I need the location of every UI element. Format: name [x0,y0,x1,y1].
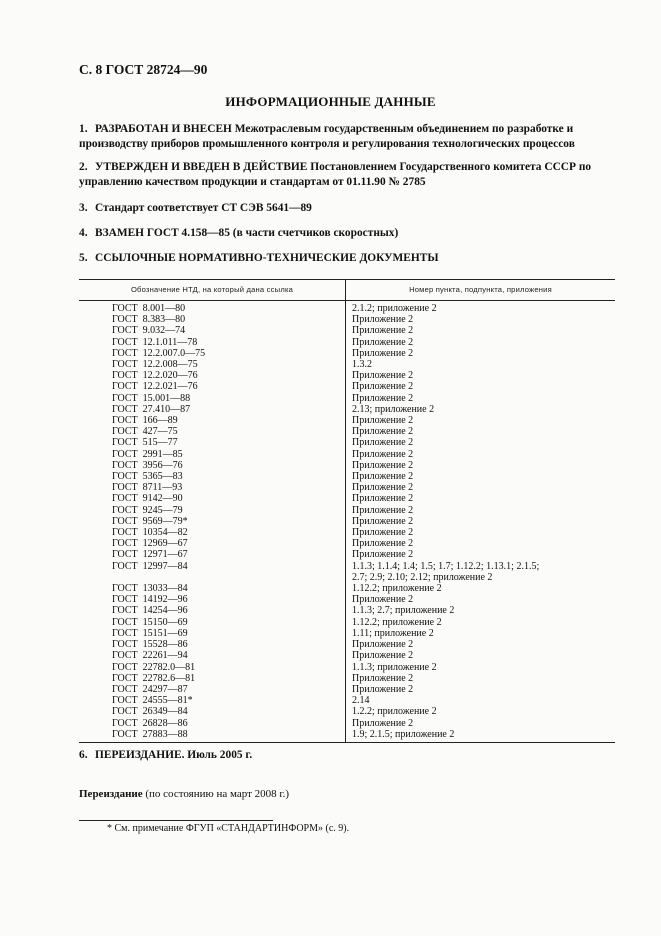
document-cell: ГОСТ 5365—83 [112,471,183,483]
document-column [79,301,346,742]
document-cell: ГОСТ 22261—94 [112,650,188,662]
clause-cell: 2.14 [352,695,370,707]
document-cell: ГОСТ 12.1.011—78 [112,336,198,348]
info-item-4 [79,226,615,241]
document-cell: ГОСТ 166—89 [112,415,178,427]
item-text: Стандарт соответствует СТ СЭВ 5641—89 [95,202,312,214]
document-cell: ГОСТ 8.001—80 [112,303,186,314]
document-cell: ГОСТ 26349—84 [112,706,188,718]
item-number: 6. [79,749,88,761]
clause-cell: Приложение 2 [352,448,414,460]
clause-cell: 2.1.2; приложение 2 [352,303,437,314]
clause-cell: Приложение 2 [352,437,414,449]
item-number: 1. [79,123,88,135]
clause-cell: 1.12.2; приложение 2 [352,616,442,628]
document-cell: ГОСТ 15528—86 [112,639,188,651]
table-header [79,280,615,301]
document-cell: ГОСТ 12971—67 [112,549,188,561]
clause-cell: Приложение 2 [352,538,414,550]
document-cell: ГОСТ 26828—86 [112,717,188,729]
clause-cell: Приложение 2 [352,392,414,404]
document-cell: ГОСТ 12997—84 [112,560,188,572]
section-title: ИНФОРМАЦИОННЫЕ ДАННЫЕ [225,94,436,109]
document-cell: ГОСТ 10354—82 [112,527,188,539]
info-item-5 [79,251,615,266]
clause-cell: Приложение 2 [352,314,414,326]
clause-cell: 1.12.2; приложение 2 [352,583,442,595]
item-number: 4. [79,227,88,239]
clause-cell: Приложение 2 [352,482,414,494]
clause-cell: 1.1.3; 1.1.4; 1.4; 1.5; 1.7; 1.12.2; 1.13.1; 2.1.5; [352,560,540,572]
document-cell: ГОСТ 12.2.020—76 [112,370,198,382]
clause-cell: 1.1.3; приложение 2 [352,661,437,673]
clause-cell: Приложение 2 [352,426,414,438]
item-number: 3. [79,202,88,214]
reprint-label: Переиздание [79,788,143,800]
document-cell: ГОСТ 2991—85 [112,448,183,460]
column-header-document: Обозначение НТД, на который дана ссылка [79,280,346,300]
clause-cell: 1.9; 2.1.5; приложение 2 [352,728,455,740]
document-cell: ГОСТ 15150—69 [112,616,188,628]
document-cell: ГОСТ 515—77 [112,437,178,449]
document-cell: ГОСТ 12.2.008—75 [112,359,198,371]
clause-cell: 2.7; 2.9; 2.10; 2.12; приложение 2 [352,571,493,583]
info-item-3 [79,201,615,216]
clause-cell: Приложение 2 [352,515,414,527]
clause-cell: Приложение 2 [352,347,414,359]
clause-cell: Приложение 2 [352,336,414,348]
item-text: ВЗАМЕН ГОСТ 4.158—85 (в части счетчиков скоростных) [95,227,399,239]
document-cell: ГОСТ 427—75 [112,426,178,438]
document-cell: ГОСТ 12.2.007.0—75 [112,347,206,359]
clause-cell: Приложение 2 [352,370,414,382]
document-cell: ГОСТ 12.2.021—76 [112,381,198,393]
document-cell: ГОСТ 24555—81* [112,695,193,707]
document-cell: ГОСТ 8711—93 [112,482,183,494]
document-cell: ГОСТ 3956—76 [112,459,183,471]
clause-cell: Приложение 2 [352,527,414,539]
document-cell: ГОСТ 14254—96 [112,605,188,617]
item-text: ПЕРЕИЗДАНИЕ. Июль 2005 г. [95,749,253,761]
clause-cell: Приложение 2 [352,415,414,427]
document-cell: ГОСТ 24297—87 [112,683,188,695]
clause-cell: 1.11; приложение 2 [352,627,434,639]
clause-cell: Приложение 2 [352,683,414,695]
reprint-note [79,788,289,800]
clause-cell: Приложение 2 [352,504,414,516]
clause-cell: Приложение 2 [352,594,414,606]
document-cell: ГОСТ 9569—79* [112,515,188,527]
clause-cell: Приложение 2 [352,650,414,662]
item-number: 2. [79,161,88,173]
info-item-2 [79,160,615,190]
clause-column [346,301,615,742]
document-cell: ГОСТ 27.410—87 [112,403,191,415]
footnote-divider [79,820,273,821]
clause-cell: 1.3.2 [352,359,372,371]
clause-cell: 1.1.3; 2.7; приложение 2 [352,605,455,617]
references-table [79,279,615,743]
document-cell: ГОСТ 13033—84 [112,583,188,595]
clause-cell: Приложение 2 [352,549,414,561]
clause-cell: Приложение 2 [352,381,414,393]
clause-cell: Приложение 2 [352,717,414,729]
document-cell: ГОСТ 27883—88 [112,728,188,740]
item-text: РАЗРАБОТАН И ВНЕСЕН Межотраслевым государственным объединением по разработке и [95,123,574,135]
document-cell: ГОСТ 22782.6—81 [112,672,196,684]
document-cell: ГОСТ 15.001—88 [112,392,191,404]
reissue-item [79,749,252,761]
item-text: ССЫЛОЧНЫЕ НОРМАТИВНО-ТЕХНИЧЕСКИЕ ДОКУМЕНТЫ [95,252,439,264]
column-header-clause: Номер пункта, подпункта, приложения [409,285,552,294]
document-cell: ГОСТ 8.383—80 [112,314,186,326]
document-cell: ГОСТ 9245—79 [112,504,183,516]
item-number: 5. [79,252,88,264]
clause-cell: Приложение 2 [352,325,414,337]
clause-cell: Приложение 2 [352,493,414,505]
clause-cell: Приложение 2 [352,639,414,651]
clause-cell: Приложение 2 [352,459,414,471]
document-cell: ГОСТ 14192—96 [112,594,188,606]
item-text-continued: управлению качеством продукции и стандартам от 01.11.90 № 2785 [79,176,426,188]
info-item-1 [79,122,615,152]
document-cell: ГОСТ 15151—69 [112,627,188,639]
reprint-text: (по состоянию на март 2008 г.) [142,788,290,800]
clause-cell: 2.13; приложение 2 [352,403,435,415]
item-text: УТВЕРЖДЕН И ВВЕДЕН В ДЕЙСТВИЕ Постановлением Государственного комитета СССР по [95,161,592,173]
clause-cell: Приложение 2 [352,471,414,483]
document-cell: ГОСТ 9142—90 [112,493,183,505]
clause-cell: 1.2.2; приложение 2 [352,706,437,718]
item-text-continued: производству приборов промышленного контроля и регулирования технологических процессов [79,138,575,150]
document-cell: ГОСТ 9.032—74 [112,325,186,337]
document-cell: ГОСТ 12969—67 [112,538,188,550]
page-header: С. 8 ГОСТ 28724—90 [79,62,208,77]
footnote: * См. примечание ФГУП «СТАНДАРТИНФОРМ» (с. 9). [107,823,350,834]
document-cell: ГОСТ 22782.0—81 [112,661,196,673]
clause-cell: Приложение 2 [352,672,414,684]
table-body [79,301,615,742]
document-cell [79,572,345,583]
